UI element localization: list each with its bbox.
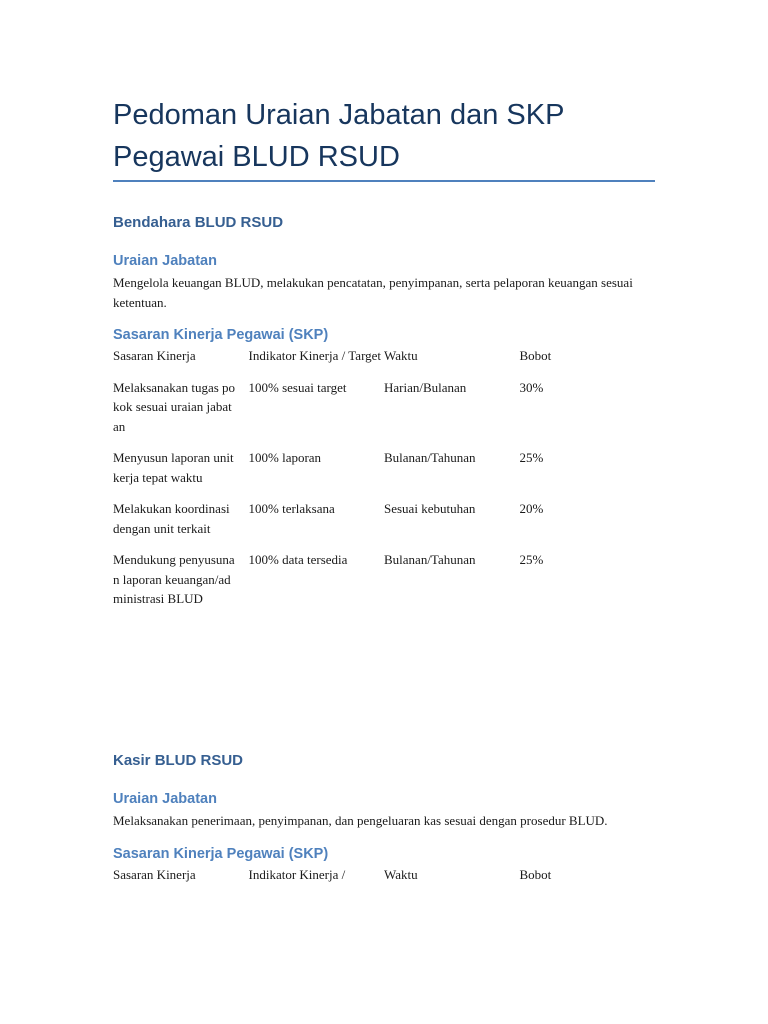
section-bendahara: [113, 213, 658, 621]
cell-bobot: 20%: [519, 501, 544, 516]
column-header-indikator: Indikator Kinerja /: [248, 866, 346, 882]
column-header-waktu: Waktu: [384, 348, 418, 363]
skp-table: [113, 346, 653, 621]
cell-bobot: 30%: [519, 379, 544, 395]
document-title: Pedoman Uraian Jabatan dan SKP Pegawai BLUD RSUD: [113, 99, 564, 173]
skp-heading: Sasaran Kinerja Pegawai (SKP): [113, 327, 329, 343]
title-divider: [113, 180, 655, 182]
cell-sasaran: Mendukung penyusunan laporan keuangan/administrasi BLUD: [113, 552, 235, 606]
table-header-row: [113, 865, 653, 885]
cell-waktu: Harian/Bulanan: [384, 379, 467, 395]
cell-bobot: 25%: [519, 450, 544, 465]
cell-sasaran: Melakukan koordinasi dengan unit terkait: [113, 501, 230, 536]
uraian-jabatan-heading: Uraian Jabatan: [113, 253, 217, 269]
column-header-bobot: Bobot: [519, 866, 552, 882]
column-header-indikator: Indikator Kinerja / Target: [248, 348, 382, 363]
table-row: [113, 550, 653, 621]
table-row: [113, 499, 653, 550]
section-heading: Bendahara BLUD RSUD: [113, 214, 284, 231]
cell-sasaran: Menyusun laporan unit kerja tepat waktu: [113, 450, 234, 485]
cell-sasaran: Melaksanakan tugas pokok sesuai uraian jabatan: [113, 379, 236, 434]
uraian-jabatan-text: Melaksanakan penerimaan, penyimpanan, dan pengeluaran kas sesuai dengan prosedur BLUD.: [113, 813, 608, 828]
cell-indikator: 100% sesuai target: [248, 379, 347, 395]
cell-bobot: 25%: [519, 552, 544, 567]
skp-heading: Sasaran Kinerja Pegawai (SKP): [113, 845, 329, 862]
uraian-jabatan-heading: Uraian Jabatan: [113, 791, 217, 807]
table-row: [113, 448, 653, 499]
section-heading: Kasir BLUD RSUD: [113, 752, 244, 769]
cell-indikator: 100% laporan: [248, 450, 322, 465]
uraian-jabatan-text: Mengelola keuangan BLUD, melakukan pencatatan, penyimpanan, serta pelaporan keuangan sesuai ketentuan.: [113, 275, 633, 310]
cell-indikator: 100% terlaksana: [248, 501, 335, 516]
column-header-bobot: Bobot: [519, 348, 552, 363]
section-kasir: [113, 751, 658, 884]
table-header-row: [113, 346, 653, 378]
column-header-sasaran: Sasaran Kinerja: [113, 866, 196, 882]
skp-table: [113, 865, 653, 885]
column-header-sasaran: Sasaran Kinerja: [113, 348, 196, 363]
column-header-waktu: Waktu: [384, 866, 418, 882]
table-row: [113, 378, 653, 449]
cell-waktu: Bulanan/Tahunan: [384, 552, 476, 567]
cell-waktu: Sesuai kebutuhan: [384, 501, 476, 516]
cell-indikator: 100% data tersedia: [248, 552, 348, 567]
cell-waktu: Bulanan/Tahunan: [384, 450, 476, 465]
